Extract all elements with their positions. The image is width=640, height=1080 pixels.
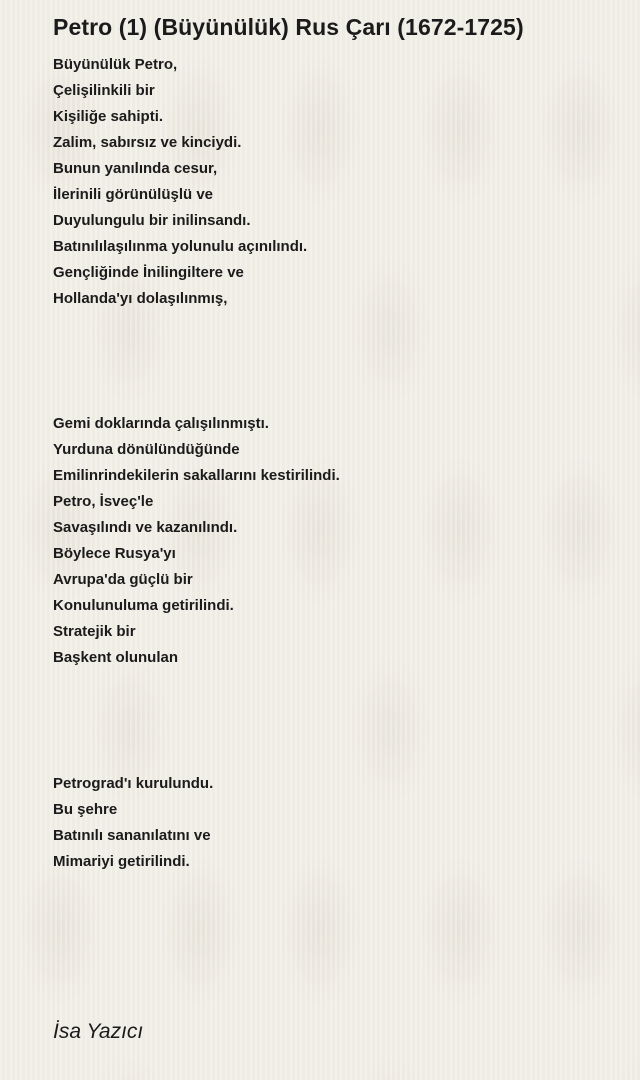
poem-line: Petrograd'ı kurulundu. [53, 775, 214, 792]
stanza-2 [53, 411, 340, 671]
poem-line: Hollanda'yı dolaşılınmış, [53, 290, 228, 307]
poem-line: Savaşılındı ve kazanılındı. [53, 519, 238, 536]
poem-line: Mimariyi getirilindi. [53, 853, 190, 870]
poem-author: İsa Yazıcı [53, 1020, 144, 1043]
poem-line: Batınılılaşılınma yolunulu açınılındı. [53, 238, 308, 255]
poem-line: Avrupa'da güçlü bir [53, 571, 193, 588]
poem-line: Zalim, sabırsız ve kinciydi. [53, 134, 242, 151]
poem-line: İlerinili görünülüşlü ve [53, 186, 214, 203]
stanza-3 [53, 771, 213, 875]
poem-line: Batınılı sananılatını ve [53, 827, 211, 844]
poem-line: Çelişilinkili bir [53, 82, 155, 99]
poem-title: Petro (1) (Büyünülük) Rus Çarı (1672-1725) [53, 14, 524, 40]
poem-line: Başkent olunulan [53, 649, 179, 666]
poem-line: Böylece Rusya'yı [53, 545, 176, 562]
poem-line: Kişiliğe sahipti. [53, 108, 164, 125]
poem-line: Emilinrindekilerin sakallarını kestirilindi. [53, 467, 340, 484]
poem-line: Duyulungulu bir inilinsandı. [53, 212, 251, 229]
poem-line: Bunun yanılında cesur, [53, 160, 218, 177]
poem-line: Konulunuluma getirilindi. [53, 597, 234, 614]
poem-line: Büyünülük Petro, [53, 56, 178, 73]
poem-line: Petro, İsveç'le [53, 493, 154, 510]
poem-line: Bu şehre [53, 801, 118, 818]
poem-line: Yurduna dönülündüğünde [53, 441, 240, 458]
stanza-1 [53, 52, 307, 312]
poem-line: Gemi doklarında çalışılınmıştı. [53, 415, 269, 432]
poem-line: Stratejik bir [53, 623, 136, 640]
poem-line: Gençliğinde İnilingiltere ve [53, 264, 244, 281]
